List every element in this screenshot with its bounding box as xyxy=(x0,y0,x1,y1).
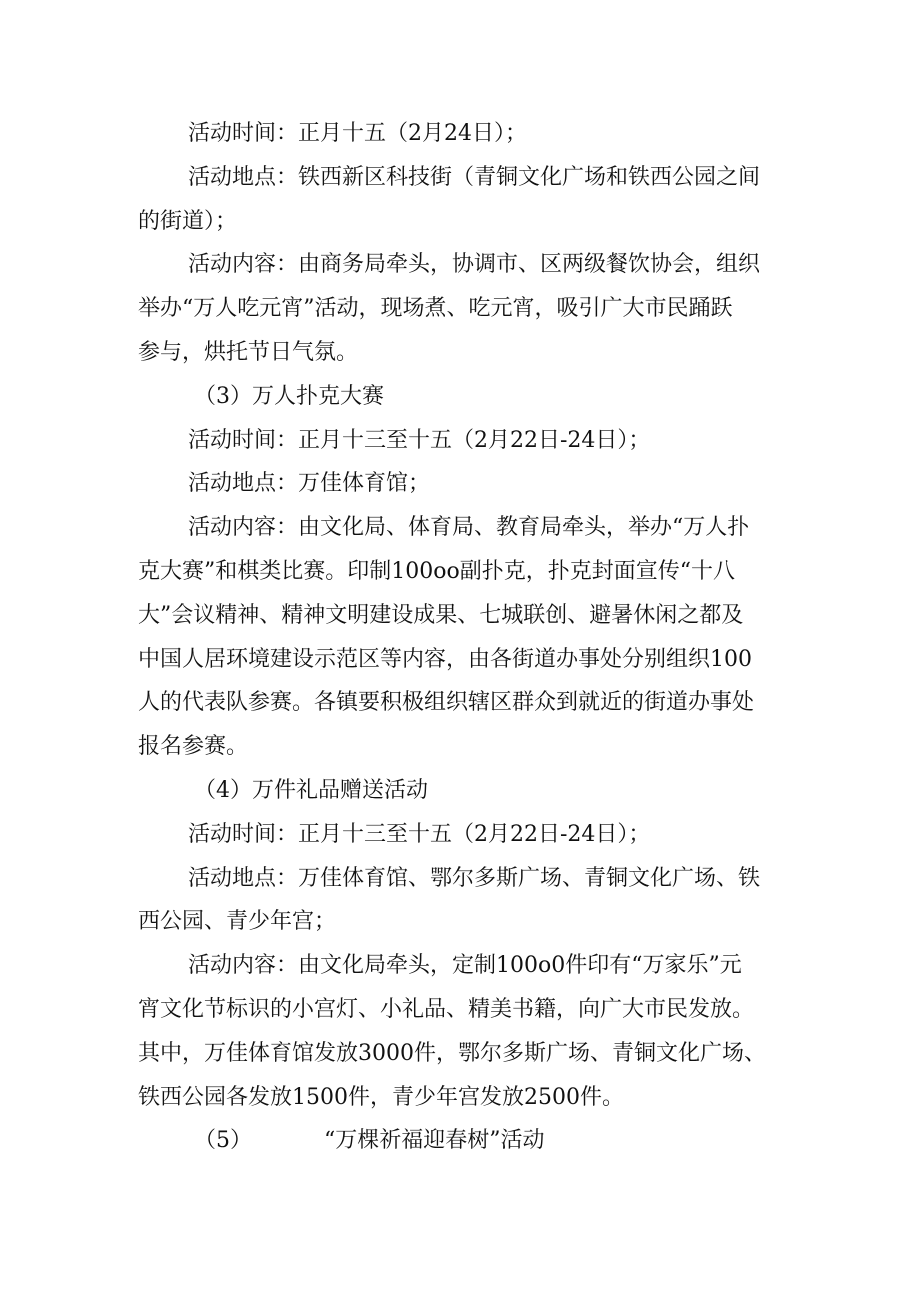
text-line: 活动时间：正月十五（2月24日）； xyxy=(188,121,527,146)
document-body xyxy=(138,112,788,1163)
text-line: 活动内容：由文化局牵头，定制100o0件印有“万家乐”元 xyxy=(188,953,742,979)
text-line: 活动地点：万佳体育馆、鄂尔多斯广场、青铜文化广场、铁 xyxy=(188,865,761,891)
text-line: 的街道）； xyxy=(138,208,238,234)
section-title: “万棵祈福迎春树”活动 xyxy=(324,1128,545,1154)
text-line: 活动时间：正月十三至十五（2月22日-24日）； xyxy=(188,427,651,453)
section-heading: （3）万人扑克大赛 xyxy=(194,383,384,409)
section-heading: （4）万件礼品赠送活动 xyxy=(194,777,428,803)
text-line: 其中，万佳体育馆发放3000件，鄂尔多斯广场、青铜文化广场、 xyxy=(138,1040,766,1066)
text-line: 活动地点：铁西新区科技街（青铜文化广场和铁西公园之间 xyxy=(188,164,761,190)
text-line: 中国人居环境建设示范区等内容，由各街道办事处分别组织100 xyxy=(138,646,752,672)
text-line: 克大赛”和棋类比赛。印制100oo副扑克，扑克封面宣传“十八 xyxy=(138,558,735,584)
text-line: 铁西公园各发放1500件，青少年宫发放2500件。 xyxy=(138,1084,624,1110)
text-line: 报名参赛。 xyxy=(138,734,249,760)
text-line: 大”会议精神、精神文明建设成果、七城联创、避暑休闲之都及 xyxy=(138,602,744,628)
text-line: 西公园、青少年宫； xyxy=(138,909,337,935)
text-line: 宵文化节标识的小宫灯、小礼品、精美书籍，向广大市民发放。 xyxy=(138,996,755,1022)
text-line: 举办“万人吃元宵”活动，现场煮、吃元宵，吸引广大市民踊跃 xyxy=(138,296,733,322)
text-line: 活动地点：万佳体育馆； xyxy=(188,471,431,497)
text-line: 活动内容：由商务局牵头，协调市、区两级餐饮协会，组织 xyxy=(188,252,761,278)
section-heading xyxy=(138,1119,788,1163)
text-line: 人的代表队参赛。各镇要积极组织辖区群众到就近的街道办事处 xyxy=(138,690,755,716)
section-number: （5） xyxy=(194,1128,252,1154)
text-line: 活动内容：由文化局、体育局、教育局牵头，举办“万人扑 xyxy=(188,515,750,541)
text-line: 参与，烘托节日气氛。 xyxy=(138,339,359,365)
text-line: 活动时间：正月十三至十五（2月22日-24日）； xyxy=(188,821,651,847)
